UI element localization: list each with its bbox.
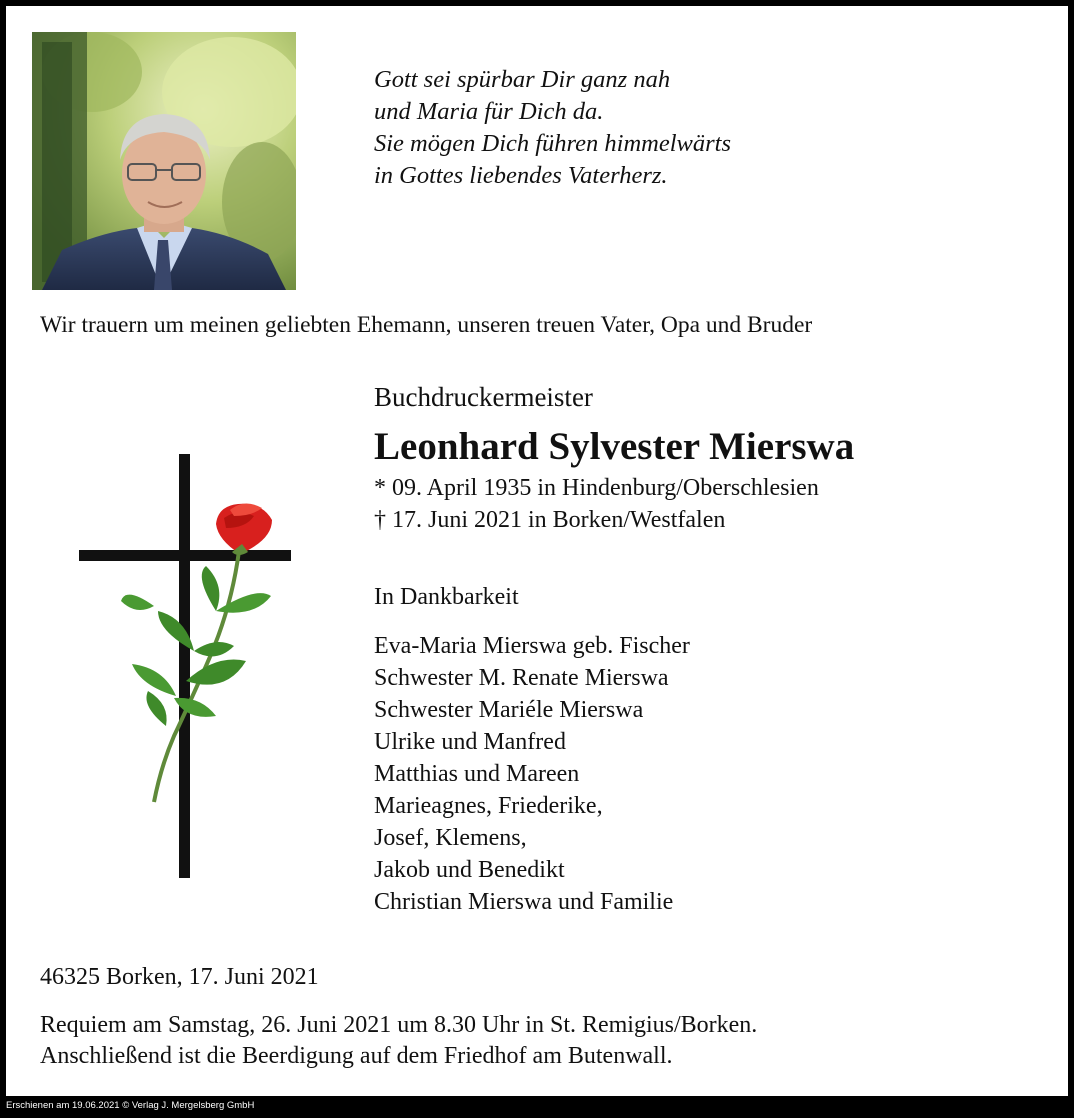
poem-line: Sie mögen Dich führen himmelwärts bbox=[374, 130, 732, 157]
poem bbox=[374, 64, 731, 192]
death-date: † 17. Juni 2021 in Borken/Westfalen bbox=[374, 507, 726, 533]
poem-line: Gott sei spürbar Dir ganz nah bbox=[374, 66, 671, 93]
profession: Buchdruckermeister bbox=[374, 382, 593, 412]
requiem-line: Anschließend ist die Beerdigung auf dem Friedhof am Butenwall. bbox=[40, 1043, 673, 1069]
mourner: Jakob und Benedikt bbox=[374, 857, 565, 883]
mourner: Christian Mierswa und Familie bbox=[374, 889, 674, 915]
obituary-notice bbox=[6, 6, 1068, 1096]
deceased-name: Leonhard Sylvester Mierswa bbox=[374, 425, 855, 468]
mourner: Eva-Maria Mierswa geb. Fischer bbox=[374, 633, 690, 659]
birth-date: * 09. April 1935 in Hindenburg/Oberschlesien bbox=[374, 475, 819, 501]
place-date: 46325 Borken, 17. Juni 2021 bbox=[40, 964, 319, 990]
thanks-heading: In Dankbarkeit bbox=[374, 584, 519, 610]
mourner: Schwester M. Renate Mierswa bbox=[374, 665, 669, 691]
mourner: Ulrike und Manfred bbox=[374, 729, 566, 755]
mourner: Schwester Mariéle Mierswa bbox=[374, 697, 644, 723]
mourner: Marieagnes, Friederike, bbox=[374, 793, 603, 819]
cross-with-rose-icon bbox=[66, 436, 306, 886]
mourner: Josef, Klemens, bbox=[374, 825, 527, 851]
requiem-info bbox=[40, 1010, 757, 1072]
mourner: Matthias und Mareen bbox=[374, 761, 580, 787]
requiem-line: Requiem am Samstag, 26. Juni 2021 um 8.30 Uhr in St. Remigius/Borken. bbox=[40, 1012, 758, 1038]
mourners-list bbox=[374, 630, 690, 918]
portrait-photo bbox=[32, 32, 296, 290]
poem-line: und Maria für Dich da. bbox=[374, 98, 604, 125]
intro-text: Wir trauern um meinen geliebten Ehemann, unseren treuen Vater, Opa und Bruder bbox=[40, 312, 813, 338]
poem-line: in Gottes liebendes Vaterherz. bbox=[374, 162, 668, 189]
publication-footer: Erschienen am 19.06.2021 © Verlag J. Mergelsberg GmbH bbox=[6, 1100, 255, 1111]
life-dates bbox=[374, 472, 819, 536]
